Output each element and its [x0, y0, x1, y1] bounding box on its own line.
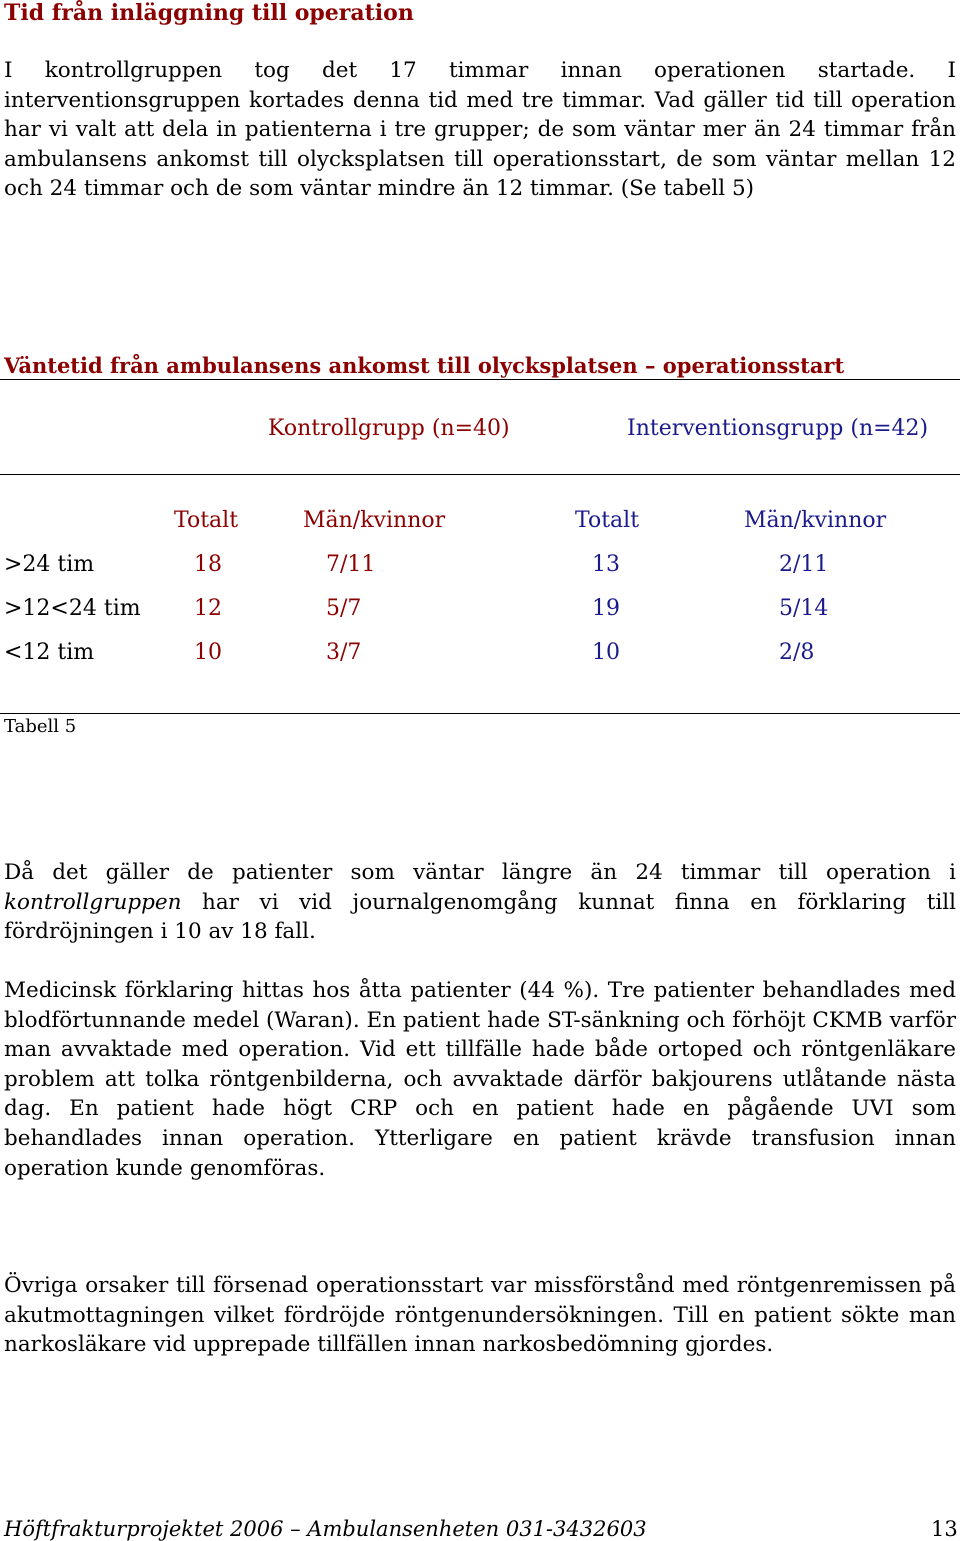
table-bottom-rule [0, 713, 960, 714]
intro-paragraph: I kontrollgruppen tog det 17 timmar innan operationen startade. I interventionsgruppen kortades denna tid med tre timmar. Vad gäller tid till operation har vi valt att dela in patienterna i tre grupper; de som väntar mer än 24 timmar från ambulansens ankomst till olycksplatsen till operationsstart, de som väntar mellan 12 och 24 timmar och de som väntar mindre än 12 timmar. (Se tabell 5) [4, 58, 956, 202]
intervention-group-header: Interventionsgrupp (n=42) [627, 416, 929, 441]
page-number: 13 [931, 1517, 958, 1541]
paragraph-medical-reasons: Medicinsk förklaring hittas hos åtta patienter (44 %). Tre patienter behandlades med blodförtunnande medel (Waran). En patient hade ST-sänkning och förhöjt CKMB varför man avvaktade med operation. Vid ett tillfälle hade både ortoped och röntgenläkare problem att tolka röntgenbilderna, och avvaktade därför bakjourens utlåtande nästa dag. En patient hade högt CRP och en patient hade en pågående UVI som behandlades innan operation. Ytterligare en patient krävde transfusion innan operation kunde genomföras. [4, 978, 956, 1181]
col-header-intv-total: Totalt [575, 508, 640, 533]
table-top-rule [0, 379, 960, 380]
intv-sex-cell: 2/8 [779, 640, 815, 665]
table-title: Väntetid från ambulansens ankomst till olycksplatsen – operationsstart [4, 353, 845, 378]
paragraph-text: Då det gäller de patienter som väntar längre än 24 timmar till operation i [4, 860, 956, 885]
table-header-rule [0, 474, 960, 475]
ctrl-sex-cell: 3/7 [326, 640, 362, 665]
table-caption: Tabell 5 [4, 716, 77, 737]
intv-sex-cell: 5/14 [779, 596, 829, 621]
emphasis-text: kontrollgruppen [4, 889, 182, 915]
row-label: >24 tim [4, 552, 95, 577]
row-label: <12 tim [4, 640, 95, 665]
col-header-ctrl-sex: Män/kvinnor [303, 508, 446, 533]
col-header-intv-sex: Män/kvinnor [744, 508, 887, 533]
intv-total-cell: 19 [592, 596, 620, 621]
ctrl-total-cell: 18 [194, 552, 222, 577]
ctrl-sex-cell: 5/7 [326, 596, 362, 621]
intv-total-cell: 10 [592, 640, 620, 665]
row-label: >12<24 tim [4, 596, 141, 621]
paragraph-other-reasons: Övriga orsaker till försenad operationsstart var missförstånd med röntgenremissen på akutmottagningen vilket fördröjde röntgenundersökningen. Till en patient sökte man narkosläkare vid upprepade tillfällen innan narkosbedömning gjordes. [4, 1273, 956, 1358]
paragraph-control-delays [4, 858, 956, 947]
ctrl-total-cell: 10 [194, 640, 222, 665]
section-heading: Tid från inläggning till operation [4, 0, 414, 26]
ctrl-total-cell: 12 [194, 596, 222, 621]
ctrl-sex-cell: 7/11 [326, 552, 376, 577]
intv-sex-cell: 2/11 [779, 552, 829, 577]
control-group-header: Kontrollgrupp (n=40) [268, 416, 510, 441]
col-header-ctrl-total: Totalt [174, 508, 239, 533]
intv-total-cell: 13 [592, 552, 620, 577]
footer-text: Höftfrakturprojektet 2006 – Ambulansenheten 031-3432603 [4, 1517, 647, 1541]
paragraph-text: har vi vid journalgenomgång kunnat finna en förklaring till fördröjningen i 10 av 18 fall. [4, 889, 956, 945]
